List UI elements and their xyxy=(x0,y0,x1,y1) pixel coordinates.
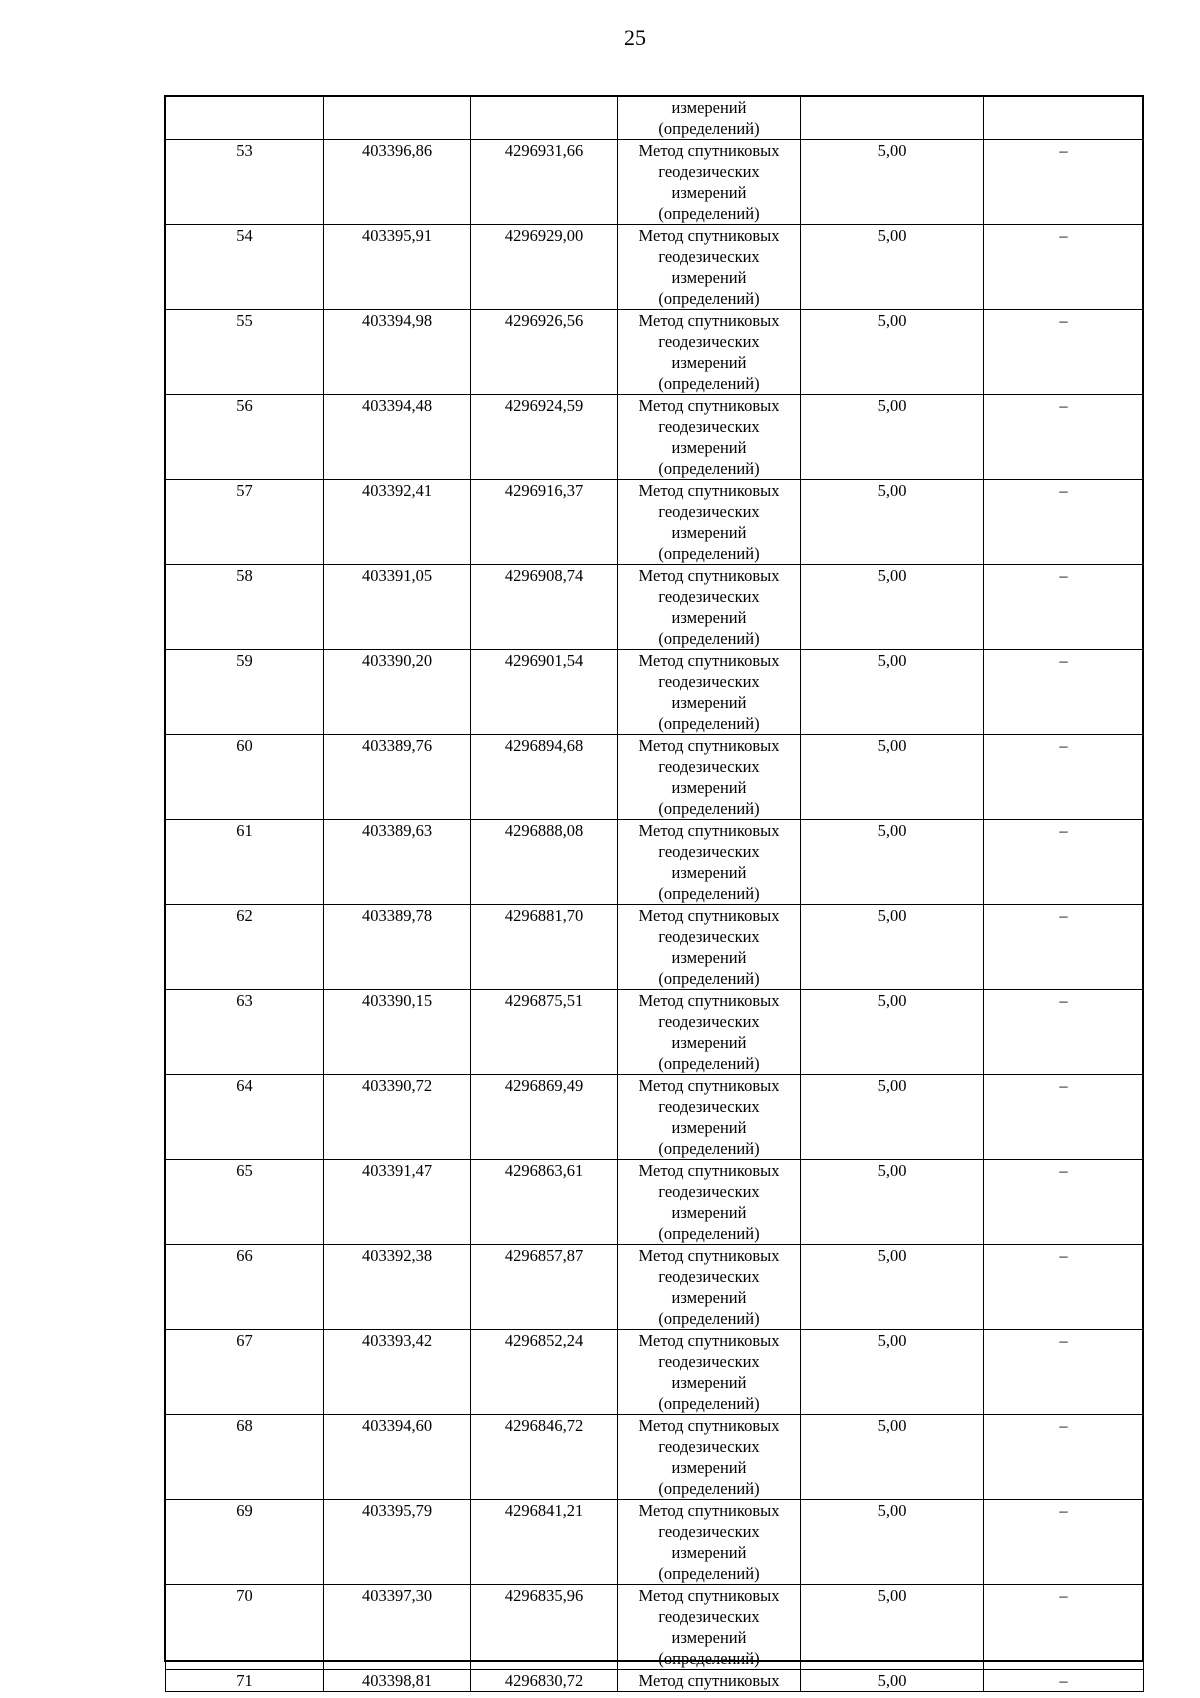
cell-accuracy: 5,00 xyxy=(801,140,984,225)
cell-y: 4296869,49 xyxy=(471,1075,618,1160)
cell-note: – xyxy=(984,1500,1144,1585)
cell-point-number: 59 xyxy=(166,650,324,735)
cell-note xyxy=(984,97,1144,140)
cell-point-number: 57 xyxy=(166,480,324,565)
cell-point-number: 54 xyxy=(166,225,324,310)
cell-x: 403394,98 xyxy=(324,310,471,395)
cell-method: Метод спутниковых геодезических измерений (определений) xyxy=(618,990,801,1075)
table-row xyxy=(166,140,1144,225)
cell-y: 4296835,96 xyxy=(471,1585,618,1670)
cell-x: 403390,20 xyxy=(324,650,471,735)
cell-point-number: 63 xyxy=(166,990,324,1075)
cell-note: – xyxy=(984,310,1144,395)
cell-point-number: 71 xyxy=(166,1670,324,1692)
table-row xyxy=(166,820,1144,905)
table-row xyxy=(166,1075,1144,1160)
table-row xyxy=(166,650,1144,735)
cell-method: Метод спутниковых геодезических измерений (определений) xyxy=(618,1415,801,1500)
page-number: 25 xyxy=(624,25,646,50)
cell-y: 4296924,59 xyxy=(471,395,618,480)
cell-method: Метод спутниковых геодезических измерений (определений) xyxy=(618,140,801,225)
cell-y: 4296863,61 xyxy=(471,1160,618,1245)
cell-method: Метод спутниковых геодезических измерений (определений) xyxy=(618,1075,801,1160)
cell-point-number: 69 xyxy=(166,1500,324,1585)
cell-y: 4296830,72 xyxy=(471,1670,618,1692)
cell-accuracy: 5,00 xyxy=(801,905,984,990)
cell-y: 4296931,66 xyxy=(471,140,618,225)
table-row xyxy=(166,310,1144,395)
table-row xyxy=(166,1415,1144,1500)
cell-point-number: 55 xyxy=(166,310,324,395)
cell-accuracy: 5,00 xyxy=(801,1075,984,1160)
cell-method: Метод спутниковых геодезических измерений (определений) xyxy=(618,1500,801,1585)
cell-y: 4296929,00 xyxy=(471,225,618,310)
cell-accuracy: 5,00 xyxy=(801,1500,984,1585)
cell-method: Метод спутниковых геодезических измерений (определений) xyxy=(618,310,801,395)
cell-x: 403395,79 xyxy=(324,1500,471,1585)
cell-point-number: 61 xyxy=(166,820,324,905)
cell-note: – xyxy=(984,225,1144,310)
cell-x: 403389,63 xyxy=(324,820,471,905)
cell-method: измерений (определений) xyxy=(618,97,801,140)
cell-x: 403397,30 xyxy=(324,1585,471,1670)
table-row xyxy=(166,395,1144,480)
cell-y: 4296916,37 xyxy=(471,480,618,565)
cell-note: – xyxy=(984,1330,1144,1415)
cell-method: Метод спутниковых геодезических измерений (определений) xyxy=(618,565,801,650)
table-row xyxy=(166,480,1144,565)
cell-point-number: 65 xyxy=(166,1160,324,1245)
cell-point-number xyxy=(166,97,324,140)
cell-accuracy: 5,00 xyxy=(801,565,984,650)
cell-note: – xyxy=(984,395,1144,480)
coordinates-table xyxy=(165,96,1144,1692)
cell-method: Метод спутниковых геодезических измерений (определений) xyxy=(618,1160,801,1245)
cell-method: Метод спутниковых геодезических измерений (определений) xyxy=(618,225,801,310)
cell-x: 403389,78 xyxy=(324,905,471,990)
cell-accuracy: 5,00 xyxy=(801,225,984,310)
cell-x: 403394,60 xyxy=(324,1415,471,1500)
cell-x: 403391,47 xyxy=(324,1160,471,1245)
cell-point-number: 56 xyxy=(166,395,324,480)
cell-x: 403389,76 xyxy=(324,735,471,820)
cell-point-number: 68 xyxy=(166,1415,324,1500)
cell-x: 403396,86 xyxy=(324,140,471,225)
cell-accuracy: 5,00 xyxy=(801,990,984,1075)
table-row xyxy=(166,1500,1144,1585)
cell-x: 403392,38 xyxy=(324,1245,471,1330)
table-row xyxy=(166,225,1144,310)
cell-note: – xyxy=(984,990,1144,1075)
cell-y: 4296888,08 xyxy=(471,820,618,905)
cell-accuracy: 5,00 xyxy=(801,650,984,735)
cell-y: 4296894,68 xyxy=(471,735,618,820)
cell-accuracy xyxy=(801,97,984,140)
table-row xyxy=(166,1585,1144,1670)
table-row xyxy=(166,1670,1144,1692)
cell-point-number: 67 xyxy=(166,1330,324,1415)
cell-note: – xyxy=(984,1670,1144,1692)
cell-y: 4296901,54 xyxy=(471,650,618,735)
cell-note: – xyxy=(984,1415,1144,1500)
table-row xyxy=(166,565,1144,650)
cell-method: Метод спутниковых геодезических измерений (определений) xyxy=(618,395,801,480)
cell-x: 403393,42 xyxy=(324,1330,471,1415)
table-row xyxy=(166,990,1144,1075)
cell-y: 4296926,56 xyxy=(471,310,618,395)
cell-y: 4296875,51 xyxy=(471,990,618,1075)
cell-x: 403394,48 xyxy=(324,395,471,480)
table-row xyxy=(166,1330,1144,1415)
cell-point-number: 70 xyxy=(166,1585,324,1670)
cell-y: 4296852,24 xyxy=(471,1330,618,1415)
cell-accuracy: 5,00 xyxy=(801,1330,984,1415)
cell-note: – xyxy=(984,820,1144,905)
cell-x: 403390,72 xyxy=(324,1075,471,1160)
cell-method: Метод спутниковых геодезических измерений (определений) xyxy=(618,650,801,735)
cell-y: 4296846,72 xyxy=(471,1415,618,1500)
cell-accuracy: 5,00 xyxy=(801,480,984,565)
cell-method: Метод спутниковых геодезических измерений (определений) xyxy=(618,480,801,565)
cell-accuracy: 5,00 xyxy=(801,820,984,905)
table-row xyxy=(166,1160,1144,1245)
cell-method: Метод спутниковых геодезических измерений (определений) xyxy=(618,905,801,990)
cell-method: Метод спутниковых геодезических измерений (определений) xyxy=(618,1245,801,1330)
cell-note: – xyxy=(984,905,1144,990)
cell-x xyxy=(324,97,471,140)
cell-y: 4296881,70 xyxy=(471,905,618,990)
cell-x: 403392,41 xyxy=(324,480,471,565)
cell-accuracy: 5,00 xyxy=(801,395,984,480)
cell-method: Метод спутниковых xyxy=(618,1670,801,1692)
cell-point-number: 66 xyxy=(166,1245,324,1330)
cell-method: Метод спутниковых геодезических измерений (определений) xyxy=(618,1585,801,1670)
cell-method: Метод спутниковых геодезических измерений (определений) xyxy=(618,735,801,820)
cell-note: – xyxy=(984,140,1144,225)
cell-note: – xyxy=(984,1585,1144,1670)
cell-point-number: 53 xyxy=(166,140,324,225)
cell-point-number: 64 xyxy=(166,1075,324,1160)
cell-point-number: 58 xyxy=(166,565,324,650)
cell-y: 4296841,21 xyxy=(471,1500,618,1585)
cell-note: – xyxy=(984,735,1144,820)
cell-y xyxy=(471,97,618,140)
cell-x: 403395,91 xyxy=(324,225,471,310)
table-row-continuation xyxy=(166,97,1144,140)
cell-x: 403391,05 xyxy=(324,565,471,650)
cell-accuracy: 5,00 xyxy=(801,1670,984,1692)
cell-x: 403390,15 xyxy=(324,990,471,1075)
cell-accuracy: 5,00 xyxy=(801,1585,984,1670)
cell-point-number: 62 xyxy=(166,905,324,990)
cell-y: 4296857,87 xyxy=(471,1245,618,1330)
cell-accuracy: 5,00 xyxy=(801,310,984,395)
cell-note: – xyxy=(984,1075,1144,1160)
table-row xyxy=(166,735,1144,820)
cell-accuracy: 5,00 xyxy=(801,1160,984,1245)
table-row xyxy=(166,1245,1144,1330)
cell-x: 403398,81 xyxy=(324,1670,471,1692)
table-body xyxy=(166,97,1144,1692)
cell-point-number: 60 xyxy=(166,735,324,820)
cell-accuracy: 5,00 xyxy=(801,735,984,820)
cell-note: – xyxy=(984,1160,1144,1245)
table-row xyxy=(166,905,1144,990)
cell-note: – xyxy=(984,565,1144,650)
cell-accuracy: 5,00 xyxy=(801,1415,984,1500)
cell-note: – xyxy=(984,650,1144,735)
cell-method: Метод спутниковых геодезических измерений (определений) xyxy=(618,820,801,905)
cell-method: Метод спутниковых геодезических измерений (определений) xyxy=(618,1330,801,1415)
cell-note: – xyxy=(984,480,1144,565)
cell-note: – xyxy=(984,1245,1144,1330)
cell-y: 4296908,74 xyxy=(471,565,618,650)
cell-accuracy: 5,00 xyxy=(801,1245,984,1330)
